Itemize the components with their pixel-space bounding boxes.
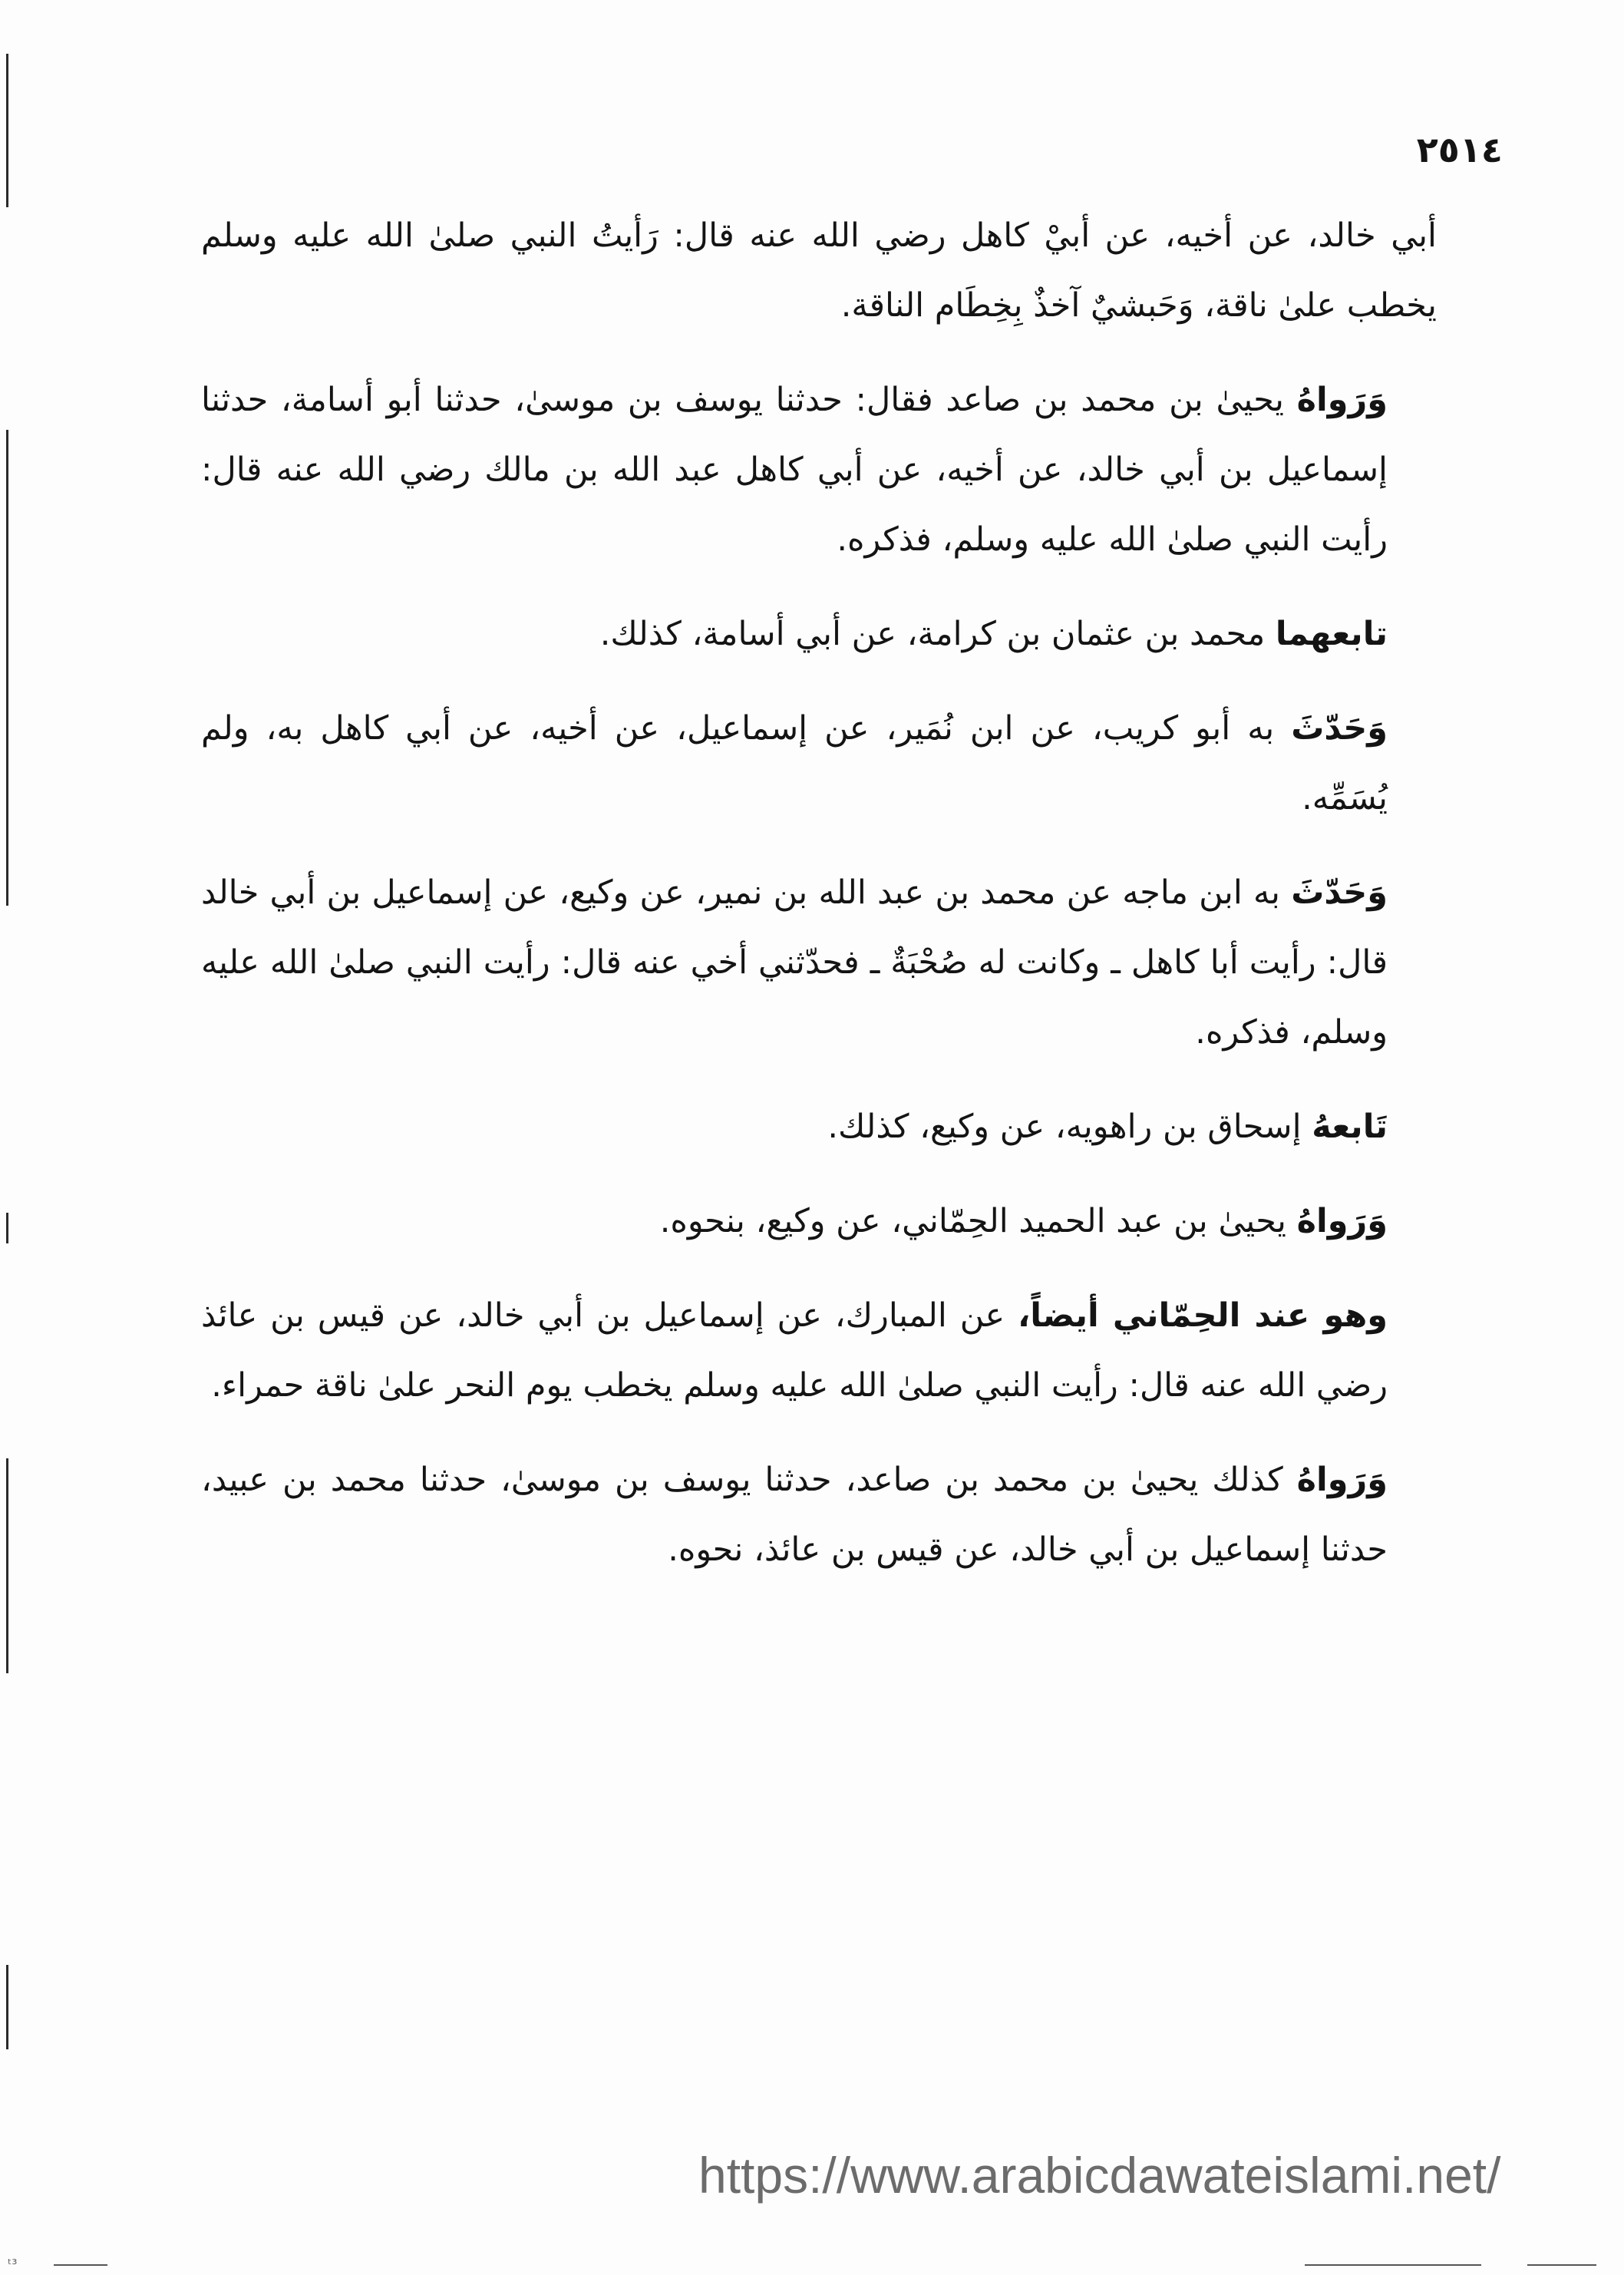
paragraph [201, 694, 1437, 834]
paragraph-text: به ابن ماجه عن محمد بن عبد الله بن نمير، عن وكيع، عن إسماعيل بن أبي خالد قال: رأيت أبا كاهل ـ وكانت له صُحْبَةٌ ـ فحدّثني أخي عنه قال: رأيت النبي صلىٰ الله عليه وسلم، فذكره. [201, 873, 1388, 1052]
paragraph [201, 1281, 1437, 1421]
paragraph [201, 858, 1437, 1068]
left-margin-line [6, 430, 8, 906]
paragraph [201, 1445, 1437, 1585]
paragraph [201, 1187, 1437, 1256]
footer-rule [1305, 2264, 1481, 2266]
paragraph-text: عن المبارك، عن إسماعيل بن أبي خالد، عن قيس بن عائذ رضي الله عنه قال: رأيت النبي صلىٰ الله عليه وسلم يخطب يوم النحر علىٰ ناقة حمراء. [201, 1296, 1388, 1405]
paragraph-lead: وَرَواهُ [1296, 381, 1388, 419]
paragraph-lead: وَحَدّثَ [1291, 709, 1388, 748]
body-text [201, 201, 1437, 1610]
paragraph-text: يحيىٰ بن محمد بن صاعد فقال: حدثنا يوسف بن موسىٰ، حدثنا أبو أسامة، حدثنا إسماعيل بن أبي خالد، عن أخيه، عن أبي كاهل عبد الله بن مالك رضي الله عنه قال: رأيت النبي صلىٰ الله عليه وسلم، فذكره. [201, 381, 1388, 559]
footer-rule [1527, 2264, 1596, 2266]
paragraph [201, 1092, 1437, 1162]
paragraph [201, 599, 1437, 669]
left-margin-line [6, 1965, 8, 2049]
paragraph [201, 201, 1437, 341]
page-number: ٢٥١٤ [1416, 129, 1503, 170]
left-margin-line [6, 1213, 8, 1243]
paragraph-lead: تَابعهُ [1312, 1108, 1388, 1146]
paragraph [201, 365, 1437, 575]
website-watermark: https://www.arabicdawateislami.net/ [698, 2147, 1501, 2204]
paragraph-text: محمد بن عثمان بن كرامة، عن أبي أسامة، كذلك. [599, 615, 1276, 653]
paragraph-text: يحيىٰ بن عبد الحميد الحِمّاني، عن وكيع، بنحوه. [659, 1202, 1297, 1240]
left-margin-line [6, 1458, 8, 1673]
paragraph-lead: وهو عند الحِمّاني أيضاً، [1017, 1296, 1388, 1335]
paragraph-lead: تابعهما [1275, 615, 1388, 653]
left-margin-line [6, 54, 8, 207]
footer-rule [54, 2264, 107, 2266]
paragraph-lead: وَرَواهُ [1296, 1202, 1388, 1240]
paragraph-lead: وَحَدّثَ [1291, 873, 1388, 912]
paragraph-text: به أبو كريب، عن ابن نُمَير، عن إسماعيل، عن أخيه، عن أبي كاهل به، ولم يُسَمِّه. [201, 709, 1388, 817]
paragraph-text: أبي خالد، عن أخيه، عن أبيْ كاهل رضي الله عنه قال: رَأيتُ النبي صلىٰ الله عليه وسلم يخطب علىٰ ناقة، وَحَبشيٌ آخذٌ بِخِطَام الناقة. [201, 216, 1437, 325]
corner-scan-mark: ᵗ³ [8, 2257, 18, 2273]
paragraph-lead: وَرَواهُ [1296, 1461, 1388, 1499]
paragraph-text: كذلك يحيىٰ بن محمد بن صاعد، حدثنا يوسف بن موسىٰ، حدثنا محمد بن عبيد، حدثنا إسماعيل بن أبي خالد، عن قيس بن عائذ، نحوه. [201, 1461, 1388, 1569]
paragraph-text: إسحاق بن راهويه، عن وكيع، كذلك. [827, 1108, 1312, 1146]
